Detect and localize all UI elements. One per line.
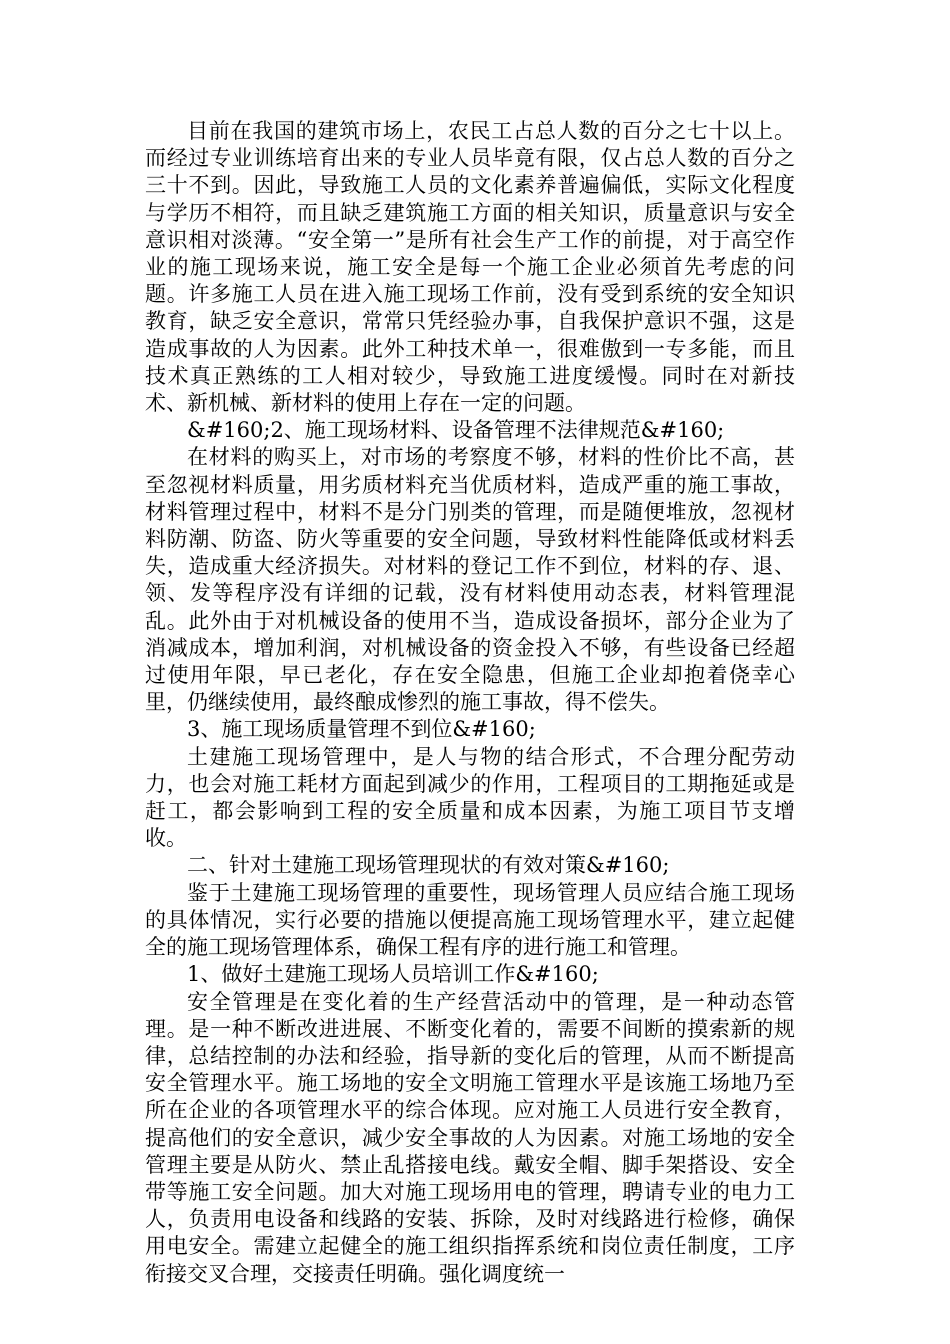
body-paragraph-countermeasures: 鉴于土建施工现场管理的重要性，现场管理人员应结合施工现场的具体情况，实行必要的措施以便提高施工现场管理水平，建立起健全的施工现场管理体系，确保工程有序的进行施工和管理。 [145, 880, 795, 960]
body-paragraph-materials: 在材料的购买上，对市场的考察度不够，材料的性价比不高，甚至忽视材料质量，用劣质材料充当优质材料，造成严重的施工事故，材料管理过程中，材料不是分门别类的管理，而是随便堆放，忽视材料防潮、防盗、防火等重要的安全问题，导致材料性能降低或材料丢失，造成重大经济损失。对材料的登记工作不到位，材料的存、退、领、发等程序没有详细的记载，没有材料使用动态表，材料管理混乱。此外由于对机械设备的使用不当，造成设备损坏，部分企业为了消减成本，增加利润，对机械设备的资金投入不够，有些设备已经超过使用年限，早已老化，存在安全隐患，但施工企业却抱着侥幸心里，仍继续使用，最终酿成惨烈的施工事故，得不偿失。 [145, 445, 795, 715]
body-paragraph-quality: 土建施工现场管理中，是人与物的结合形式，不合理分配劳动力，也会对施工耗材方面起到减少的作用，工程项目的工期拖延或是赶工，都会影响到工程的安全质量和成本因素，为施工项目节支增收。 [145, 744, 795, 851]
body-paragraph-training: 安全管理是在变化着的生产经营活动中的管理，是一种动态管理。是一种不断改进进展、不断变化着的，需要不间断的摸索新的规律，总结控制的办法和经验，指导新的变化后的管理，从而不断提高安全管理水平。施工场地的安全文明施工管理水平是该施工场地乃至所在企业的各项管理水平的综合体现。应对施工人员进行安全教育，提高他们的安全意识，减少安全事故的人为因素。对施工场地的安全管理主要是从防火、禁止乱搭接电线。戴安全帽、脚手架搭设、安全带等施工安全问题。加大对施工现场用电的管理，聘请专业的电力工人，负责用电设备和线路的安装、拆除，及时对线路进行检修，确保用电安全。需建立起健全的施工组织指挥系统和岗位责任制度，工序衔接交叉合理，交接责任明确。强化调度统一 [145, 989, 795, 1286]
section-heading-countermeasures: 二、针对土建施工现场管理现状的有效对策&#160; [187, 853, 670, 878]
section-heading-materials: &#160;2、施工现场材料、设备管理不法律规范&#160; [187, 418, 725, 443]
section-heading-quality: 3、施工现场质量管理不到位&#160; [187, 717, 536, 742]
section-heading-training: 1、做好土建施工现场人员培训工作&#160; [187, 962, 599, 987]
body-paragraph-workforce: 目前在我国的建筑市场上，农民工占总人数的百分之七十以上。而经过专业训练培育出来的专业人员毕竟有限，仅占总人数的百分之三十不到。因此，导致施工人员的文化素养普遍偏低，实际文化程度与学历不相符，而且缺乏建筑施工方面的相关知识，质量意识与安全意识相对淡薄。“安全第一”是所有社会生产工作的前提，对于高空作业的施工现场来说，施工安全是每一个施工企业必须首先考虑的问题。许多施工人员在进入施工现场工作前，没有受到系统的安全知识教育，缺乏安全意识，常常只凭经验办事，自我保护意识不强，这是造成事故的人为因素。此外工种技术单一，很难傲到一专多能，而且技术真正熟练的工人相对较少，导致施工进度缓慢。同时在对新技术、新机械、新材料的使用上存在一定的问题。 [145, 119, 795, 416]
document-page [145, 118, 795, 1288]
